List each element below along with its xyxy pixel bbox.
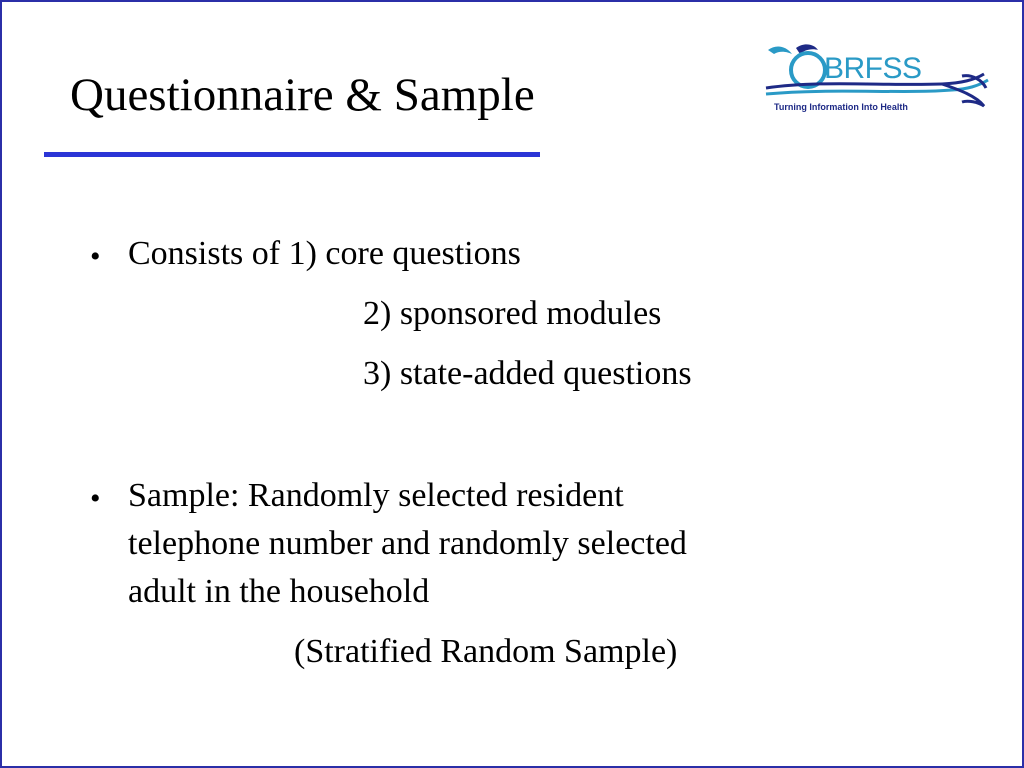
- brfss-logo: [762, 40, 998, 120]
- bullet-1-item-2: 2) sponsored modules: [363, 295, 662, 332]
- logo-wordmark: BRFSS: [824, 52, 922, 85]
- slide-title: Questionnaire & Sample: [70, 69, 535, 121]
- bullet-2-line-2: telephone number and randomly selected: [128, 525, 687, 562]
- bullet-2-line-3: adult in the household: [128, 573, 430, 610]
- title-underline: [44, 152, 540, 157]
- bullet-2-line-1: Sample: Randomly selected resident: [128, 477, 624, 514]
- bullet-1-lead: Consists of 1) core questions: [128, 235, 521, 272]
- bullet-marker: •: [90, 240, 101, 273]
- bullet-marker: •: [90, 482, 101, 515]
- bullet-2-note: (Stratified Random Sample): [294, 633, 678, 670]
- logo-tagline: Turning Information Into Health: [774, 102, 908, 112]
- bullet-1-item-3: 3) state-added questions: [363, 355, 692, 392]
